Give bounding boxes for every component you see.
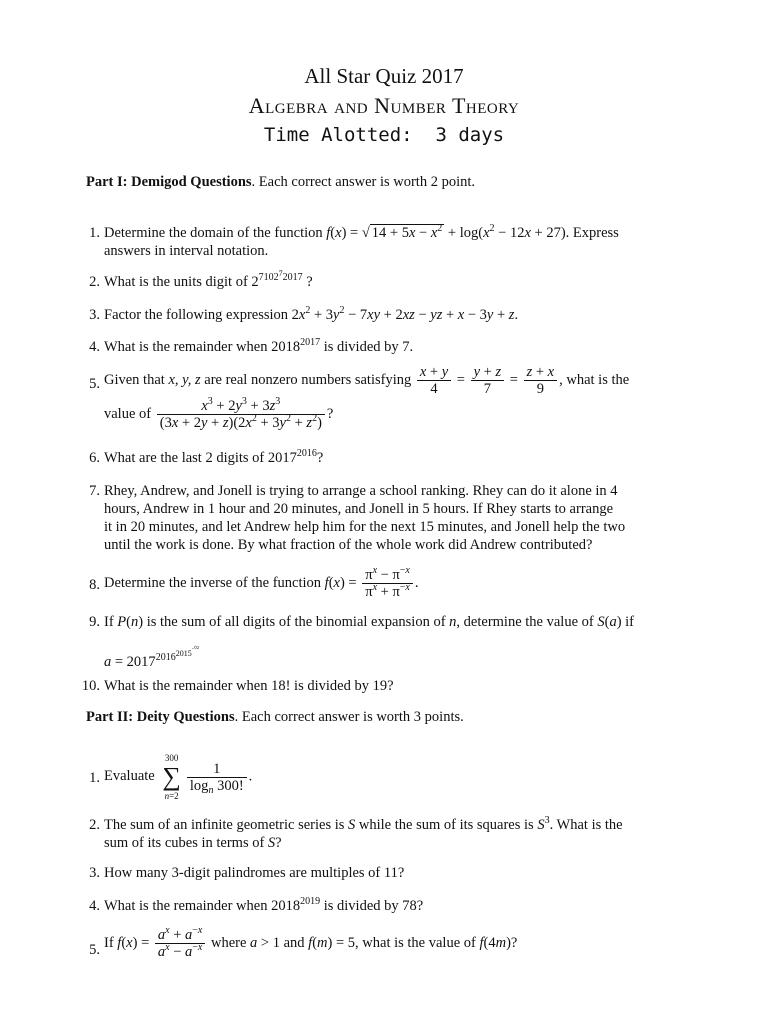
time-allotted: Time Alotted: 3 days: [263, 124, 505, 146]
part2-heading: [86, 709, 464, 726]
math-expr: $2x^2 + 3y^2 - 7xy + 2xz$ − yz + x − 3y + z.: [291, 305, 519, 323]
question-number: 8.: [89, 577, 100, 593]
question-number: 3.: [89, 865, 100, 881]
page-subtitle: Algebra and Number Theory: [248, 93, 520, 118]
question-number: 5.: [89, 376, 100, 392]
part1-heading: [86, 174, 475, 191]
part2-desc: . Each correct answer is worth 3 points.: [234, 709, 464, 725]
part1-desc: . Each correct answer is worth 2 point.: [251, 174, 476, 190]
question-number: 2.: [89, 817, 100, 833]
question-number: 9.: [89, 614, 100, 630]
question-number: 7.: [89, 483, 100, 499]
question-number: 2.: [89, 274, 100, 290]
question-number: 4.: [89, 339, 100, 355]
question-number: 1.: [89, 225, 100, 241]
question-number: 3.: [89, 307, 100, 323]
quiz-page: All Star Quiz 2017 Algebra and Number Theory Time Alotted: 3 days Part I: Demigod Questions. Each correct answer is worth 2 point. 1. Determine the domain of the function f(x) = √ $14 + 5x - x^2 + \log(x^2 - 12x + 27)$. Express answers in interval notation. 2. What is the units digit of $2^{7102^72017}$ ? 3. Factor the following expression $2x^2 + 3y^2 - 7xy + 2xz$ − yz + x − 3y + z. 4. What is the remainder when $2018^{2017}$ is divided by 7. 5. Given that x, y, z are real nonzero numbers satisfying $\frac{x + y}{4}$ = $\frac{y + z}{7}$ = $\frac{z + x}{9}$ , what is the value of $\frac{x^3 + 2y^3 + 3z^3}{(3x + 2y + z)(2x^2 + 3y^2 + z^2)}$ ? 6. What are the last 2 digits of $2017^{2016}$? 7. Rhey, Andrew, and Jonell is trying to arrange a school ranking. Rhey can do it alone in 4 hours, Andrew in 1 hour and 20 minutes, and Jonell in 5 hours. If Rhey starts to arrange it in 20 minutes, and let Andrew help him for the next 15 minutes, and Jonell help the two until the work is done. By what fraction of the whole work did Andrew contributed? 8. Determine the inverse of the function f(x) = $\frac{\pi^x - \pi^{-x}}{\pi^x + \pi^{-x}}$ . 9. If P(n) is the sum of all digits of the binomial expansion of n, determine the value of S(a) if $a = 2017^{2016^{2015\cdot^{02}}}$ 10. What is the remainder when 18! is divided by 19? Part II: Deity Questions. Each correct answer is worth 3 points. 1. Evaluate 300 ∑ n=2 $\frac{1}{\log_n 300!}$ . 2. The sum of an infinite geometric series is S while the sum of its squares is $S^3$. What is the sum of its cubes in terms of S? 3. How many 3-digit palindromes are multiples of 11? 4. What is the remainder when $2018^{2019}$ is divided by 78? 5. If f(x) = $\frac{a^x + a^{-x}}{a^x - a^{-x}}$ where a > 1 and f(m) = 5, what is the value of f(4m)?: [0, 0, 768, 1024]
question-number: 4.: [89, 898, 100, 914]
question-number: 5.: [89, 942, 100, 958]
part2-label: Part II: Deity Questions: [86, 709, 235, 725]
question-number: 1.: [89, 770, 100, 786]
question-number: 10.: [81, 678, 100, 694]
question-number: 6.: [89, 450, 100, 466]
part1-label: Part I: Demigod Questions: [86, 174, 252, 190]
page-title: All Star Quiz 2017: [304, 64, 464, 88]
math-expr: f(x) = √ $14 + 5x - x^2 + \log(x^2 - 12x + 27)$: [326, 223, 566, 241]
